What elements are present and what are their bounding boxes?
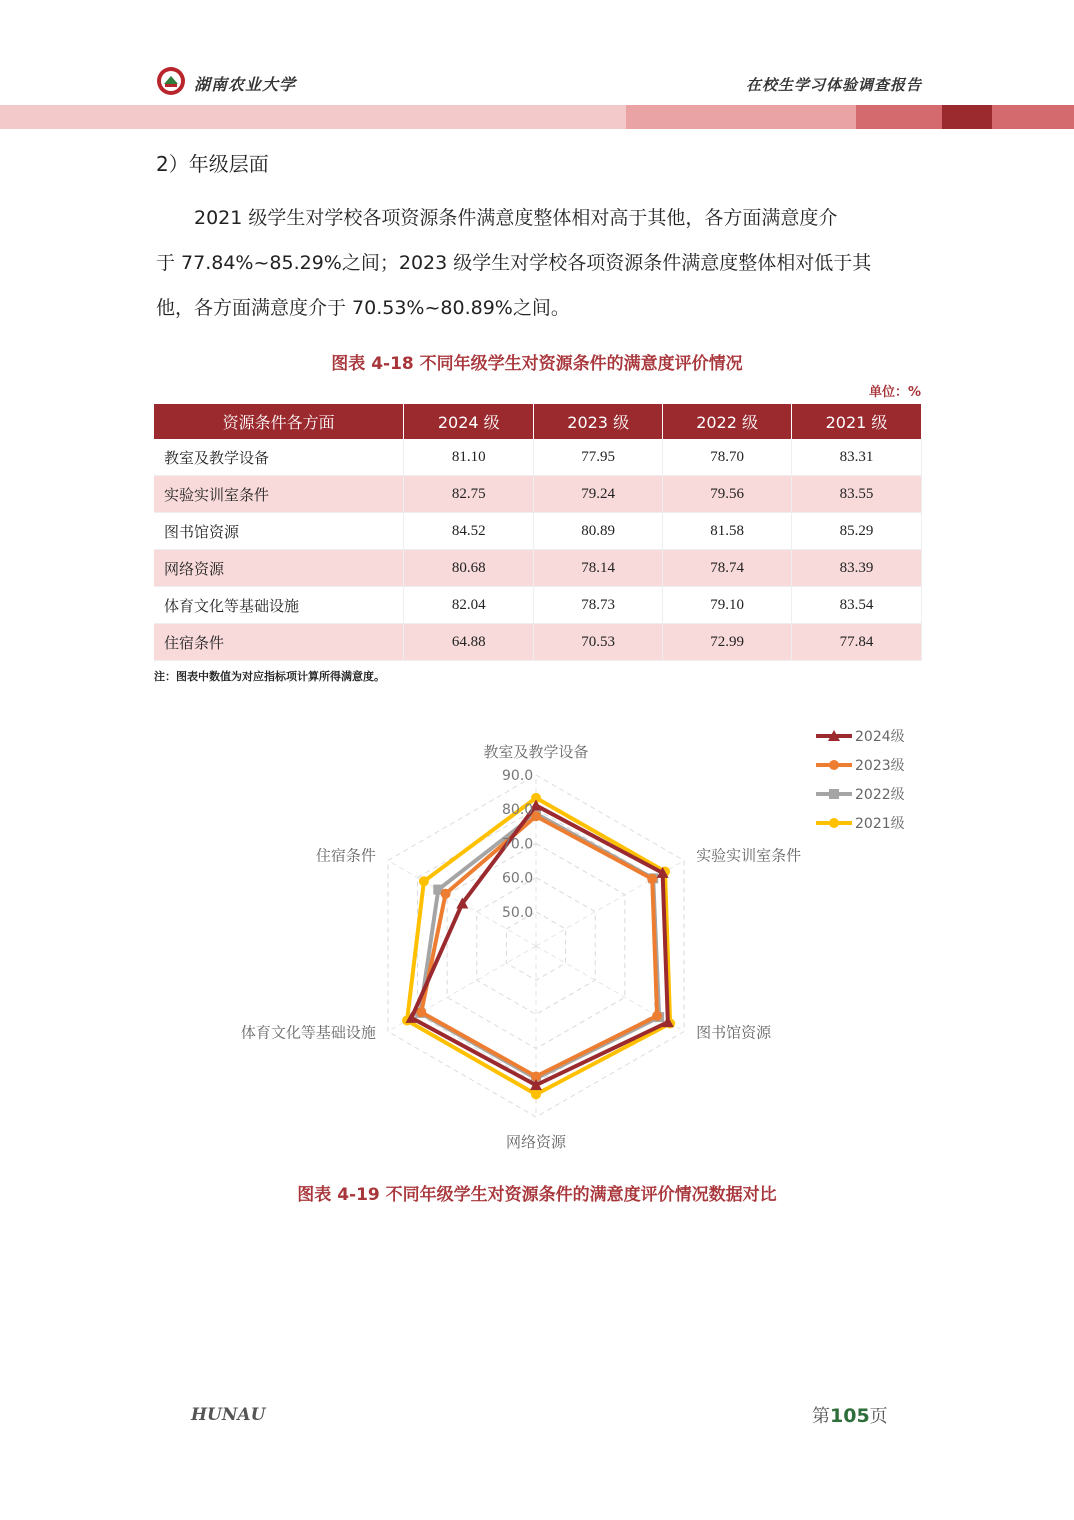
page-suffix: 页 — [869, 1406, 888, 1427]
row-label: 住宿条件 — [154, 624, 404, 661]
column-header: 2024 级 — [404, 404, 534, 439]
row-label: 实验实训室条件 — [154, 476, 404, 513]
legend-marker — [829, 818, 839, 828]
section-heading: 2）年级层面 — [156, 152, 269, 176]
table-cell: 77.84 — [792, 624, 922, 661]
legend-label: 2022级 — [855, 787, 905, 803]
legend-label: 2023级 — [855, 758, 905, 774]
table-cell: 70.53 — [534, 624, 663, 661]
column-header: 2022 级 — [663, 404, 792, 439]
table-row — [154, 587, 922, 624]
table-cell: 82.75 — [404, 476, 534, 513]
axis-category-label: 教室及教学设备 — [483, 743, 589, 761]
table-cell: 83.39 — [792, 550, 922, 587]
table-cell: 82.04 — [404, 587, 534, 624]
page-header — [0, 0, 1074, 130]
header-band — [626, 105, 856, 129]
table-note: 注：图表中数值为对应指标项计算所得满意度。 — [154, 670, 385, 683]
table-cell: 72.99 — [663, 624, 792, 661]
paragraph-line: 于 77.84%~85.29%之间；2023 级学生对学校各项资源条件满意度整体相对低于其 — [156, 252, 872, 274]
axis-category-label: 体育文化等基础设施 — [240, 1023, 376, 1042]
table-cell: 79.56 — [663, 476, 792, 513]
column-header: 2021 级 — [792, 404, 922, 439]
tick-label: 70.0 — [502, 836, 534, 853]
table-cell: 80.89 — [534, 513, 663, 550]
table-cell: 78.14 — [534, 550, 663, 587]
table-cell: 81.58 — [663, 513, 792, 550]
table-cell: 83.55 — [792, 476, 922, 513]
header-band — [992, 105, 1074, 129]
table-row — [154, 624, 922, 661]
university-logo-icon — [156, 66, 186, 96]
axis-category-label: 住宿条件 — [315, 846, 376, 865]
data-point — [441, 889, 451, 899]
table-cell: 84.52 — [404, 513, 534, 550]
table-cell: 78.73 — [534, 587, 663, 624]
legend-marker — [829, 789, 839, 799]
table-header-row — [154, 404, 922, 439]
table-cell: 85.29 — [792, 513, 922, 550]
satisfaction-table — [154, 404, 922, 661]
chart-caption: 图表 4-19 不同年级学生对资源条件的满意度评价情况数据对比 — [297, 1185, 777, 1205]
university-name: 湖南农业大学 — [194, 75, 297, 94]
column-header: 资源条件各方面 — [154, 404, 404, 439]
table-cell: 77.95 — [534, 439, 663, 476]
table-row — [154, 476, 922, 513]
table-cell: 79.24 — [534, 476, 663, 513]
table-cell: 80.68 — [404, 550, 534, 587]
table-cell: 79.10 — [663, 587, 792, 624]
legend-label: 2024级 — [855, 729, 905, 745]
table-cell: 83.31 — [792, 439, 922, 476]
table-cell: 81.10 — [404, 439, 534, 476]
data-point — [416, 1007, 426, 1017]
tick-label: 60.0 — [502, 870, 534, 887]
page-prefix: 第 — [812, 1406, 830, 1427]
page-number-value: 105 — [830, 1405, 870, 1427]
radar-chart — [0, 700, 1074, 1170]
tick-label: 50.0 — [502, 904, 534, 921]
column-header: 2023 级 — [534, 404, 663, 439]
tick-label: 90.0 — [502, 768, 534, 784]
tick-label: 80.0 — [502, 802, 534, 819]
table-row — [154, 550, 922, 587]
table-cell: 64.88 — [404, 624, 534, 661]
data-point — [531, 1089, 541, 1099]
row-label: 图书馆资源 — [154, 513, 404, 550]
paragraph-line: 他，各方面满意度介于 70.53%~80.89%之间。 — [156, 297, 570, 319]
data-point — [652, 1011, 662, 1021]
row-label: 网络资源 — [154, 550, 404, 587]
header-band — [856, 105, 942, 129]
row-label: 教室及教学设备 — [154, 439, 404, 476]
header-band — [0, 105, 626, 129]
table-row — [154, 439, 922, 476]
table-cell: 78.74 — [663, 550, 792, 587]
legend-label: 2021级 — [855, 816, 905, 832]
table-cell: 83.54 — [792, 587, 922, 624]
series-line — [407, 798, 670, 1095]
table-row — [154, 513, 922, 550]
legend-marker — [829, 760, 839, 770]
section-paragraph — [156, 196, 924, 331]
data-point — [647, 874, 657, 884]
table-caption: 图表 4-18 不同年级学生对资源条件的满意度评价情况 — [331, 354, 743, 374]
report-title: 在校生学习体验调查报告 — [745, 76, 922, 94]
row-label: 体育文化等基础设施 — [154, 587, 404, 624]
axis-category-label: 网络资源 — [505, 1133, 567, 1151]
table-unit: 单位：% — [868, 385, 921, 400]
data-point — [419, 876, 429, 886]
footer-brand: HUNAU — [191, 1405, 266, 1425]
page-number — [812, 1402, 888, 1428]
header-band — [942, 105, 992, 129]
table-cell: 78.70 — [663, 439, 792, 476]
axis-category-label: 实验实训室条件 — [696, 846, 802, 865]
axis-category-label: 图书馆资源 — [696, 1023, 772, 1042]
paragraph-line: 2021 级学生对学校各项资源条件满意度整体相对高于其他，各方面满意度介 — [194, 207, 838, 229]
